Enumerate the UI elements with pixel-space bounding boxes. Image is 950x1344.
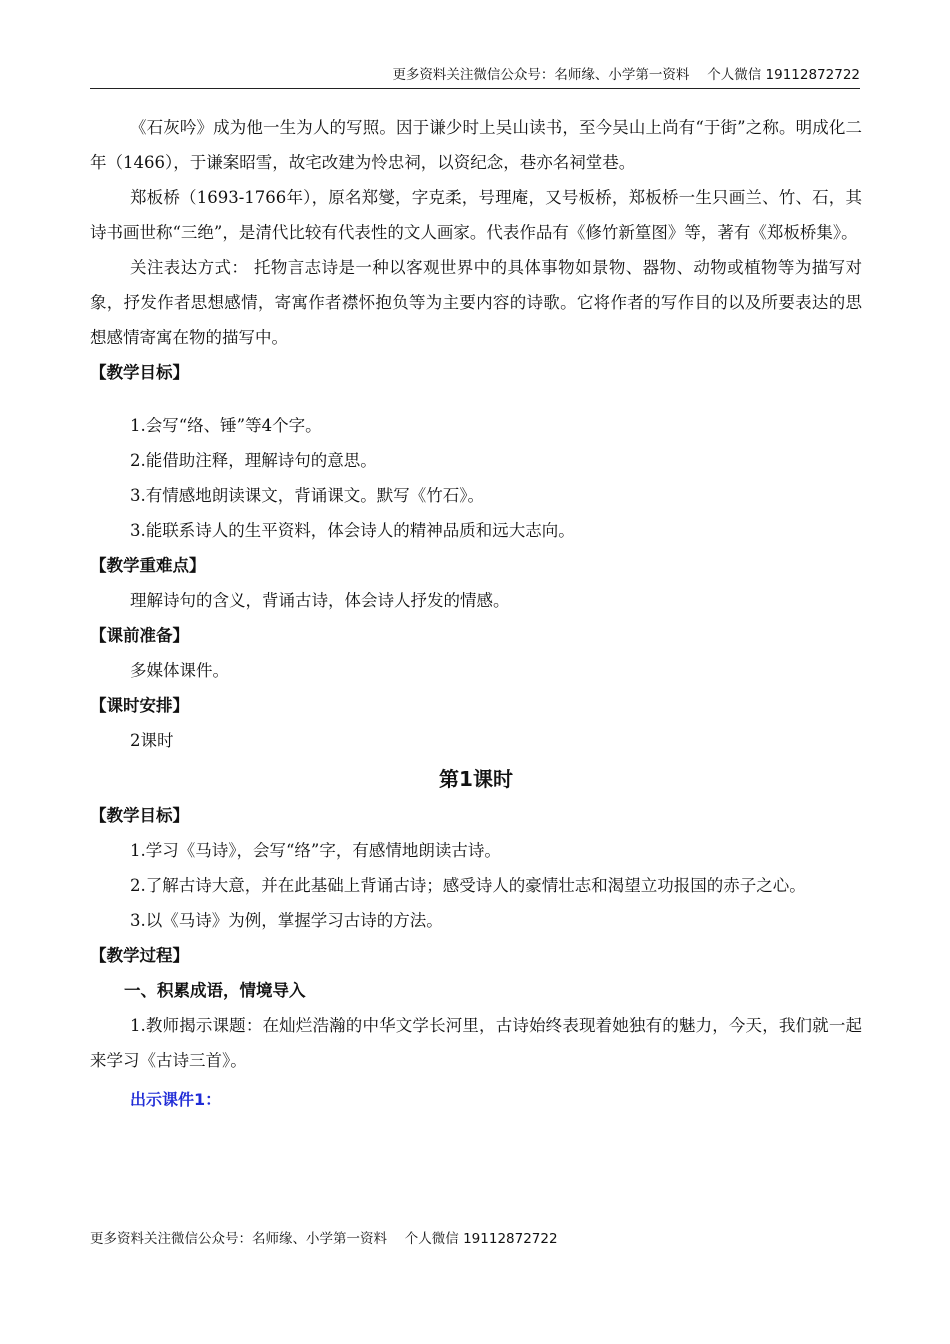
objectives-heading: 【教学目标】 [90, 363, 189, 382]
footer-text: 更多资料关注微信公众号：名师缘、小学第一资料 个人微信 19112872722 [90, 1231, 558, 1247]
page-header [90, 64, 860, 89]
objective-item: 3.能联系诗人的生平资料，体会诗人的精神品质和远大志向。 [130, 521, 575, 540]
header-text: 更多资料关注微信公众号：名师缘、小学第一资料 个人微信 19112872722 [392, 67, 860, 83]
lesson-objectives-heading: 【教学目标】 [90, 806, 189, 825]
courseware-label: 出示课件1： [130, 1090, 222, 1109]
document-body [90, 110, 862, 1117]
process-heading: 【教学过程】 [90, 946, 189, 965]
lesson-objective-item: 2.了解古诗大意，并在此基础上背诵古诗；感受诗人的豪情壮志和渴望立功报国的赤子之心。 [130, 876, 806, 895]
schedule-text: 2课时 [130, 731, 174, 750]
key-points-text: 理解诗句的含义，背诵古诗，体会诗人抒发的情感。 [130, 591, 510, 610]
schedule-heading: 【课时安排】 [90, 696, 189, 715]
intro-paragraph-3: 关注表达方式： 托物言志诗是一种以客观世界中的具体事物如景物、器物、动物或植物等为描写对象，抒发作者思想感情，寄寓作者襟怀抱负等为主要内容的诗歌。它将作者的写作目的以及所要表达的思想感情寄寓在物的描写中。 [90, 258, 862, 347]
lesson-objective-item: 1.学习《马诗》，会写“络”字，有感情地朗读古诗。 [130, 841, 501, 860]
objective-item: 1.会写“络、锤”等4个字。 [130, 416, 322, 435]
step-paragraph: 1.教师揭示课题：在灿烂浩瀚的中华文学长河里，古诗始终表现着她独有的魅力，今天，我们就一起来学习《古诗三首》。 [90, 1016, 862, 1070]
lesson-objective-item: 3.以《马诗》为例，掌握学习古诗的方法。 [130, 911, 443, 930]
key-points-heading: 【教学重难点】 [90, 556, 206, 575]
section-title: 一、积累成语，情境导入 [124, 981, 306, 1000]
objective-item: 2.能借助注释，理解诗句的意思。 [130, 451, 377, 470]
page-footer [90, 1228, 558, 1250]
preparation-heading: 【课前准备】 [90, 626, 189, 645]
objective-item: 3.有情感地朗读课文，背诵课文。默写《竹石》。 [130, 486, 484, 505]
intro-paragraph-1: 《石灰吟》成为他一生为人的写照。因于谦少时上吴山读书，至今吴山上尚有“于街”之称。明成化二年（1466），于谦案昭雪，故宅改建为怜忠祠，以资纪念，巷亦名祠堂巷。 [90, 118, 862, 172]
intro-paragraph-2: 郑板桥（1693-1766年），原名郑燮，字克柔，号理庵，又号板桥，郑板桥一生只画兰、竹、石，其诗书画世称“三绝”，是清代比较有代表性的文人画家。代表作品有《修竹新篁图》等，著有《郑板桥集》。 [90, 188, 862, 242]
lesson-title: 第1课时 [439, 767, 513, 791]
preparation-text: 多媒体课件。 [130, 661, 229, 680]
